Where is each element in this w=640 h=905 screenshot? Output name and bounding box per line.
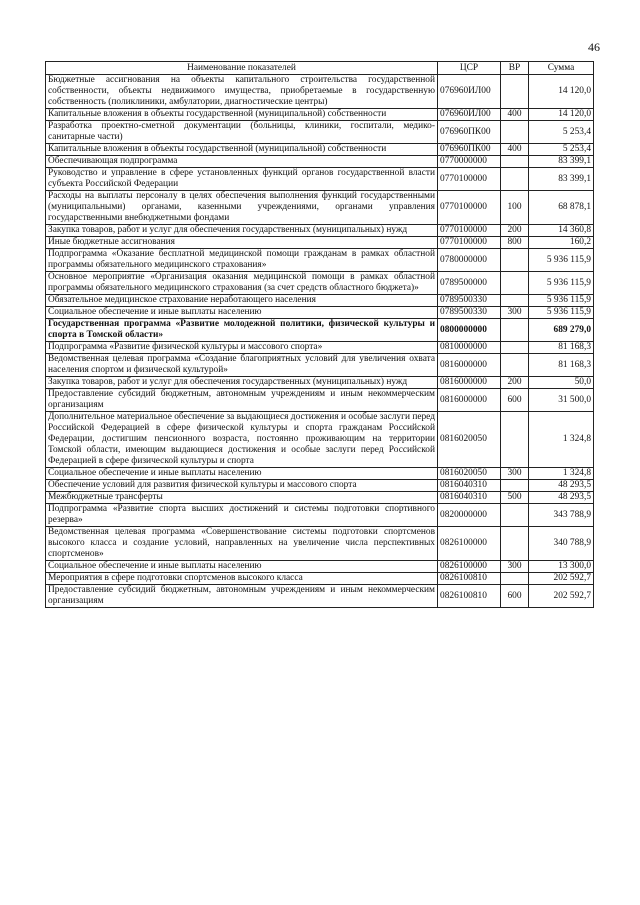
row-vr: 600 [501,585,529,608]
row-vr: 600 [501,389,529,412]
row-sum: 14 120,0 [529,75,594,109]
row-name: Государственная программа «Развитие молодежной политики, физической культуры и спорта в Томской области» [46,319,438,342]
row-sum: 48 293,5 [529,492,594,504]
row-csr: 0789500330 [438,295,501,307]
row-vr: 200 [501,225,529,237]
row-vr [501,121,529,144]
row-name: Капитальные вложения в объекты государственной (муниципальной) собственности [46,144,438,156]
row-sum: 14 120,0 [529,109,594,121]
row-name: Подпрограмма «Развитие физической культуры и массового спорта» [46,342,438,354]
row-sum: 202 592,7 [529,573,594,585]
row-csr: 0826100810 [438,585,501,608]
row-name: Дополнительное материальное обеспечение за выдающиеся достижения и особые заслуги перед Российской Федерацией в сфере физической культуры и спорта гражданам Российской Федерации, достигшим пенсионного возраста, постоянно проживающим на территории Томской области, имеющим выдающиеся достижения и особые заслуги перед Российской Федерацией в сфере физической культуры и спорта [46,412,438,468]
row-sum: 81 168,3 [529,342,594,354]
row-csr: 0789500000 [438,272,501,295]
row-sum: 50,0 [529,377,594,389]
budget-table [45,61,594,608]
row-vr: 500 [501,492,529,504]
table-row [46,468,594,480]
row-csr: 076960ПК00 [438,144,501,156]
row-name: Руководство и управление в сфере установленных функций органов государственной власти субъекта Российской Федерации [46,168,438,191]
row-sum: 13 300,0 [529,561,594,573]
table-row [46,156,594,168]
row-sum: 83 399,1 [529,156,594,168]
table-row [46,307,594,319]
row-vr [501,319,529,342]
row-csr: 0770100000 [438,168,501,191]
header-sum: Сумма [529,62,594,75]
table-row [46,249,594,272]
table-row [46,168,594,191]
row-vr [501,272,529,295]
table-body [46,75,594,608]
row-csr: 0800000000 [438,319,501,342]
row-csr: 0826100000 [438,527,501,561]
row-csr: 0820000000 [438,504,501,527]
row-name: Расходы на выплаты персоналу в целях обеспечения выполнения функций государственными (муниципальными) органами, казенными учреждениями, органами управления государственными внебюджетными фондами [46,191,438,225]
row-csr: 0816020050 [438,468,501,480]
table-row [46,237,594,249]
table-header-row [46,62,594,75]
row-sum: 83 399,1 [529,168,594,191]
row-csr: 0816000000 [438,389,501,412]
row-name: Иные бюджетные ассигнования [46,237,438,249]
row-name: Мероприятия в сфере подготовки спортсменов высокого класса [46,573,438,585]
row-sum: 160,2 [529,237,594,249]
header-vr: ВР [501,62,529,75]
row-name: Обеспечивающая подпрограмма [46,156,438,168]
row-csr: 076960ПК00 [438,121,501,144]
row-name: Закупка товаров, работ и услуг для обеспечения государственных (муниципальных) нужд [46,377,438,389]
row-name: Капитальные вложения в объекты государственной (муниципальной) собственности [46,109,438,121]
table-row [46,109,594,121]
row-vr: 400 [501,144,529,156]
row-sum: 5 936 115,9 [529,249,594,272]
row-csr: 0770100000 [438,237,501,249]
row-vr [501,412,529,468]
row-vr: 800 [501,237,529,249]
row-csr: 0816000000 [438,377,501,389]
row-sum: 81 168,3 [529,354,594,377]
table-row [46,573,594,585]
row-sum: 5 936 115,9 [529,272,594,295]
row-sum: 14 360,8 [529,225,594,237]
row-vr [501,573,529,585]
row-name: Ведомственная целевая программа «Совершенствование системы подготовки спортсменов высокого класса и создание условий, направленных на увеличение числа перспективных спортсменов» [46,527,438,561]
row-name: Закупка товаров, работ и услуг для обеспечения государственных (муниципальных) нужд [46,225,438,237]
table-row [46,389,594,412]
row-vr [501,342,529,354]
header-csr: ЦСР [438,62,501,75]
row-name: Социальное обеспечение и иные выплаты населению [46,468,438,480]
row-vr [501,354,529,377]
row-name: Предоставление субсидий бюджетным, автономным учреждениям и иным некоммерческим организациям [46,585,438,608]
row-vr [501,75,529,109]
row-sum: 5 253,4 [529,121,594,144]
table-row [46,480,594,492]
row-csr: 0810000000 [438,342,501,354]
row-sum: 5 936 115,9 [529,295,594,307]
row-sum: 48 293,5 [529,480,594,492]
row-sum: 1 324,8 [529,412,594,468]
row-name: Предоставление субсидий бюджетным, автономным учреждениям и иным некоммерческим организациям [46,389,438,412]
row-name: Ведомственная целевая программа «Создание благоприятных условий для увеличения охвата населения спортом и физической культурой» [46,354,438,377]
table-row [46,144,594,156]
row-vr: 400 [501,109,529,121]
row-name: Основное мероприятие «Организация оказания медицинской помощи в рамках областной программы обязательного медицинского страхования (за счет средств областного бюджета)» [46,272,438,295]
table-row [46,272,594,295]
table-row [46,295,594,307]
row-vr [501,504,529,527]
table-row [46,191,594,225]
row-name: Межбюджетные трансферты [46,492,438,504]
table-row [46,492,594,504]
row-name: Подпрограмма «Оказание бесплатной медицинской помощи гражданам в рамках областной программы обязательного медицинского страхования» [46,249,438,272]
row-csr: 076960ИЛ00 [438,75,501,109]
row-csr: 0770100000 [438,225,501,237]
row-sum: 5 253,4 [529,144,594,156]
table-row [46,377,594,389]
row-csr: 0816000000 [438,354,501,377]
row-name: Обязательное медицинское страхование неработающего населения [46,295,438,307]
table-row [46,75,594,109]
table-row [46,121,594,144]
row-csr: 0816040310 [438,492,501,504]
row-vr [501,168,529,191]
row-sum: 202 592,7 [529,585,594,608]
table-row [46,319,594,342]
row-vr: 300 [501,307,529,319]
row-vr [501,249,529,272]
row-csr: 0789500330 [438,307,501,319]
row-sum: 1 324,8 [529,468,594,480]
row-csr: 0816020050 [438,412,501,468]
row-sum: 5 936 115,9 [529,307,594,319]
table-row [46,225,594,237]
row-name: Обеспечение условий для развития физической культуры и массового спорта [46,480,438,492]
row-csr: 0826100810 [438,573,501,585]
row-sum: 343 788,9 [529,504,594,527]
table-row [46,342,594,354]
row-sum: 340 788,9 [529,527,594,561]
row-vr: 100 [501,191,529,225]
row-vr [501,480,529,492]
page-number: 46 [588,40,600,54]
row-csr: 0826100000 [438,561,501,573]
row-vr: 300 [501,468,529,480]
header-name: Наименование показателей [46,62,438,75]
table-row [46,585,594,608]
row-vr [501,295,529,307]
row-sum: 31 500,0 [529,389,594,412]
row-name: Социальное обеспечение и иные выплаты населению [46,561,438,573]
row-vr [501,527,529,561]
table-row [46,504,594,527]
row-vr [501,156,529,168]
table-row [46,527,594,561]
row-csr: 076960ИЛ00 [438,109,501,121]
table-row [46,354,594,377]
row-csr: 0770100000 [438,191,501,225]
table-row [46,561,594,573]
row-name: Разработка проектно-сметной документации (больницы, клиники, госпитали, медико-санитарные части) [46,121,438,144]
row-sum: 68 878,1 [529,191,594,225]
row-name: Бюджетные ассигнования на объекты капитального строительства государственной собственности, объекты недвижимого имущества, приобретаемые в государственную собственность (поликлиники, амбулатории, диагностические центры) [46,75,438,109]
row-csr: 0816040310 [438,480,501,492]
row-csr: 0780000000 [438,249,501,272]
row-vr: 200 [501,377,529,389]
row-name: Подпрограмма «Развитие спорта высших достижений и системы подготовки спортивного резерва» [46,504,438,527]
row-csr: 0770000000 [438,156,501,168]
row-vr: 300 [501,561,529,573]
row-sum: 689 279,0 [529,319,594,342]
row-name: Социальное обеспечение и иные выплаты населению [46,307,438,319]
table-row [46,412,594,468]
